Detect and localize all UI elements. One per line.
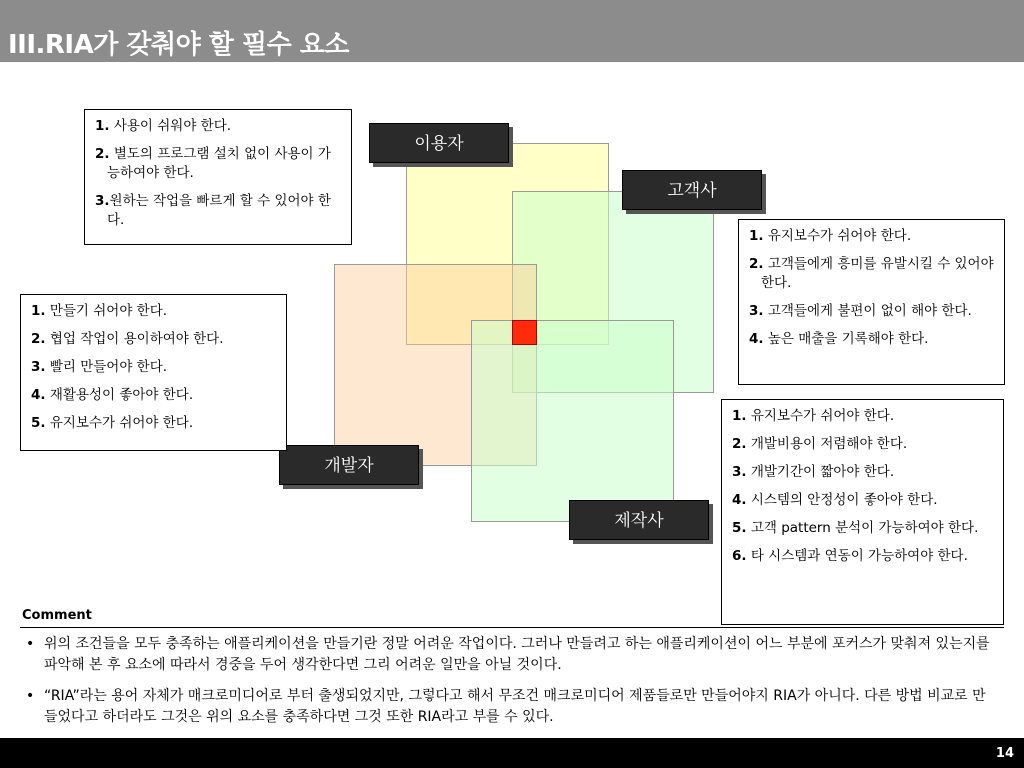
requirement-item	[95, 145, 341, 183]
comment-text: “RIA”라는 용어 자체가 매크로미디어로 부터 출생되었지만, 그렇다고 해서 무조건 매크로미디어 제품들로만 만들어야지 RIA가 아니다. 다른 방법 비교로 만들었다고 하더라도 그것은 위의 요소를 충족하다면 그것 또한 RIA라고 부를 수 있다.	[44, 688, 986, 725]
requirement-item	[749, 227, 994, 246]
bullet-icon: •	[26, 688, 35, 704]
maker-label: 제작사	[569, 500, 709, 540]
item-text: 고객들에게 흥미를 유발시킬 수 있어야 한다.	[761, 256, 994, 291]
requirement-item	[732, 463, 993, 482]
title-bar	[0, 0, 1024, 62]
item-number: 3.	[95, 193, 110, 209]
maker-region	[471, 320, 674, 522]
item-text: 유지보수가 쉬어야 한다.	[45, 415, 194, 431]
item-number: 4.	[732, 492, 747, 508]
item-text: 타 시스템과 연동이 가능하여야 한다.	[746, 548, 968, 564]
developer-requirements-box	[20, 294, 287, 451]
item-text: 고객 pattern 분석이 가능하여야 한다.	[746, 520, 979, 536]
item-number: 5.	[31, 415, 46, 431]
core-intersection	[512, 320, 537, 345]
requirement-item	[31, 414, 276, 433]
item-text: 유지보수가 쉬어야 한다.	[746, 408, 895, 424]
comment-label: Comment	[22, 608, 92, 623]
comment-text: 위의 조건들을 모두 충족하는 애플리케이션을 만들기란 정말 어려운 작업이다. 그러나 만들려고 하는 애플리케이션이 어느 부분에 포커스가 맞춰져 있는지를 파악해 본 후 요소에 따라서 경중을 두어 생각한다면 그리 어려운 일만을 아닐 것이다.	[44, 636, 990, 673]
comment-item	[22, 686, 997, 728]
item-text: 협업 작업이 용이하여야 한다.	[45, 331, 224, 347]
item-number: 3.	[732, 464, 747, 480]
requirement-item	[732, 547, 993, 566]
item-number: 2.	[31, 331, 46, 347]
item-number: 3.	[31, 359, 46, 375]
item-text: 시스템의 안정성이 좋아야 한다.	[746, 492, 938, 508]
comment-item	[22, 634, 997, 676]
item-text: 사용이 쉬워야 한다.	[109, 118, 232, 134]
item-number: 1.	[95, 118, 110, 134]
requirement-item	[749, 330, 994, 349]
requirement-item	[732, 491, 993, 510]
item-number: 4.	[749, 331, 764, 347]
comment-list	[22, 634, 997, 738]
item-text: 개발비용이 저렴해야 한다.	[746, 436, 908, 452]
item-number: 1.	[749, 228, 764, 244]
bullet-icon: •	[26, 636, 35, 652]
item-text: 재활용성이 좋아야 한다.	[45, 387, 194, 403]
requirement-item	[749, 302, 994, 321]
client-label: 고객사	[622, 170, 762, 210]
item-number: 5.	[732, 520, 747, 536]
item-number: 2.	[749, 256, 764, 272]
requirement-item	[31, 358, 276, 377]
item-number: 1.	[31, 303, 46, 319]
slide-title: III.RIA가 갖춰야 할 필수 요소	[8, 30, 349, 60]
comment-divider	[20, 627, 1004, 628]
item-text: 고객들에게 불편이 없이 해야 한다.	[763, 303, 972, 319]
requirement-item	[31, 386, 276, 405]
requirement-item	[732, 519, 993, 538]
item-number: 6.	[732, 548, 747, 564]
item-number: 2.	[95, 146, 110, 162]
page-number: 14	[995, 746, 1014, 761]
item-number: 3.	[749, 303, 764, 319]
user-requirements-box	[84, 109, 352, 245]
item-text: 빨리 만들어야 한다.	[45, 359, 168, 375]
requirement-item	[749, 255, 994, 293]
requirement-item	[95, 192, 341, 230]
item-text: 만들기 쉬어야 한다.	[45, 303, 168, 319]
requirement-item	[732, 407, 993, 426]
item-number: 4.	[31, 387, 46, 403]
maker-requirements-box	[721, 399, 1004, 625]
item-number: 2.	[732, 436, 747, 452]
item-text: 원하는 작업을 빠르게 할 수 있어야 한다.	[107, 193, 331, 228]
developer-label: 개발자	[279, 445, 419, 485]
item-text: 별도의 프로그램 설치 없이 사용이 가능하여야 한다.	[107, 146, 331, 181]
requirement-item	[95, 117, 341, 136]
requirement-item	[31, 330, 276, 349]
user-label: 이용자	[369, 123, 509, 163]
client-requirements-box	[738, 219, 1005, 385]
item-number: 1.	[732, 408, 747, 424]
footer-bar	[0, 738, 1024, 768]
requirement-item	[31, 302, 276, 321]
item-text: 유지보수가 쉬어야 한다.	[763, 228, 912, 244]
item-text: 개발기간이 짧아야 한다.	[746, 464, 895, 480]
item-text: 높은 매출을 기록해야 한다.	[763, 331, 929, 347]
requirement-item	[732, 435, 993, 454]
